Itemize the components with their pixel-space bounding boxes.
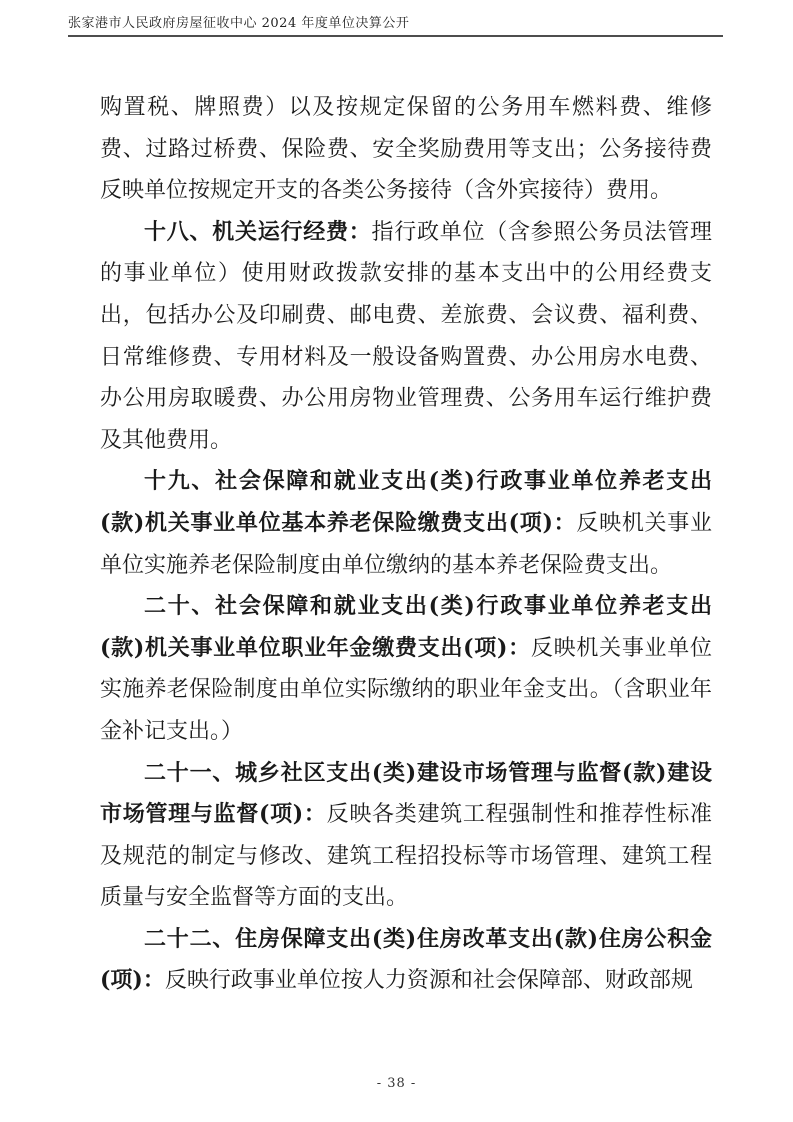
paragraph-text: 反映机关事业单位实施养老保险制度由单位缴纳的基本养老保险费支出。 xyxy=(100,510,712,578)
paragraph-item-21 xyxy=(100,753,712,919)
paragraph-text: 反映各类建筑工程强制性和推荐性标准及规范的制定与修改、建筑工程招投标等市场管理、建筑工程质量与安全监督等方面的支出。 xyxy=(100,802,712,911)
paragraph-item-18 xyxy=(100,212,712,462)
paragraph-text: 指行政单位（含参照公务员法管理的事业单位）使用财政拨款安排的基本支出中的公用经费支出，包括办公及印刷费、邮电费、差旅费、会议费、福利费、日常维修费、专用材料及一般设备购置费、办公用房水电费、办公用房取暖费、办公用房物业管理费、公务用车运行维护费及其他费用。 xyxy=(100,219,712,453)
paragraph-lead: 二十二、住房保障支出(类)住房改革支出(款)住房公积金(项)： xyxy=(100,925,712,994)
paragraph-text: 购置税、牌照费）以及按规定保留的公务用车燃料费、维修费、过路过桥费、保险费、安全奖励费用等支出；公务接待费反映单位按规定开支的各类公务接待（含外宾接待）费用。 xyxy=(100,95,712,204)
paragraph-item-20 xyxy=(100,586,712,752)
page-footer xyxy=(0,1072,793,1091)
page-header xyxy=(68,12,723,37)
paragraph-continuation xyxy=(100,87,712,212)
paragraph-text: 反映行政事业单位按人力资源和社会保障部、财政部规 xyxy=(164,968,693,994)
page-number: - 38 - xyxy=(376,1076,417,1091)
paragraph-lead: 十九、社会保障和就业支出(类)行政事业单位养老支出(款)机关事业单位基本养老保险缴费支出(项)： xyxy=(100,468,712,536)
paragraph-lead: 二十、社会保障和就业支出(类)行政事业单位养老支出(款)机关事业单位职业年金缴费支出(项)： xyxy=(100,593,712,661)
paragraph-text: 反映机关事业单位实施养老保险制度由单位实际缴纳的职业年金支出。（含职业年金补记支出。） xyxy=(100,635,712,744)
paragraph-item-22 xyxy=(100,919,712,1002)
paragraph-lead: 十八、机关运行经费： xyxy=(144,218,372,245)
paragraph-item-19 xyxy=(100,461,712,586)
document-body xyxy=(100,87,712,1002)
paragraph-lead: 二十一、城乡社区支出(类)建设市场管理与监督(款)建设市场管理与监督(项)： xyxy=(100,759,712,828)
document-header-title: 张家港市人民政府房屋征收中心 2024 年度单位决算公开 xyxy=(68,16,410,31)
